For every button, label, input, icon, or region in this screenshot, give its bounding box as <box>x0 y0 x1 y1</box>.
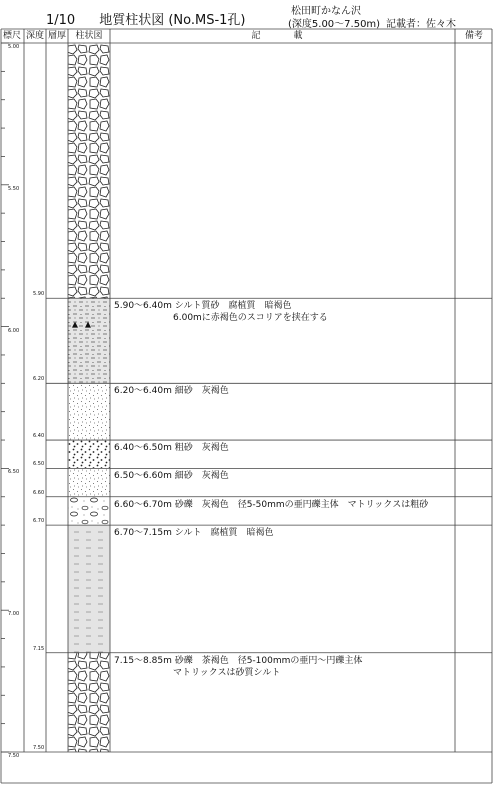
col-head-column: 柱状図 <box>75 31 103 41</box>
layer-description: 6.20～6.40m 細砂 灰褐色 <box>114 386 229 397</box>
col-head-desc-right: 載 <box>293 31 303 41</box>
layer-description: 6.50～6.60m 細砂 灰褐色 <box>114 471 229 482</box>
depth-label: 6.20 <box>33 376 45 383</box>
depth-range-label: (深度5.00～7.50m) <box>288 19 381 30</box>
depth-label: 7.15 <box>33 645 45 652</box>
col-head-depth: 深度 <box>25 31 44 41</box>
scale-label: 7.00 <box>8 611 20 618</box>
scale-label: 6.50 <box>8 469 20 476</box>
column-layer-fine-sand <box>68 383 110 440</box>
scale-label: 7.50 <box>8 753 20 759</box>
col-head-thickness: 層厚 <box>47 31 66 41</box>
depth-label: 5.90 <box>33 291 45 298</box>
log-title-text: 地質柱状図 (No.MS-1孔) <box>99 13 246 28</box>
scale-label: 5.50 <box>8 185 20 192</box>
depth-label: 6.70 <box>33 518 45 525</box>
column-layer-silt <box>68 525 110 653</box>
scale-label: 1/10 <box>46 13 76 28</box>
scale-label: 6.00 <box>8 327 20 334</box>
column-layer-fine-sand <box>68 468 110 496</box>
scale-label: 5.00 <box>8 44 20 50</box>
location-label: 松田町かなん沢 <box>291 6 361 17</box>
layer-description: 6.70～7.15m シルト 腐植質 暗褐色 <box>114 528 274 539</box>
depth-label: 6.60 <box>33 489 45 496</box>
column-layer-gravel-large <box>68 653 110 752</box>
layer-description: マトリックスは砂質シルト <box>173 667 281 678</box>
depth-label: 7.50 <box>33 745 45 751</box>
col-head-desc-left: 記 <box>251 31 261 41</box>
layer-description: 7.15～8.85m 砂礫 茶褐色 径5-100mmの亜円～円礫主体 <box>114 655 363 666</box>
column-layer-coarse-sand <box>68 440 110 468</box>
column-layer-gravel-large <box>68 43 110 298</box>
depth-label: 6.50 <box>33 461 45 468</box>
column-layer-silty-sand-scoria <box>68 298 110 383</box>
column-layer-sandy-gravel <box>68 497 110 525</box>
layer-description: 6.00mに赤褐色のスコリアを挟在する <box>173 313 328 324</box>
layer-description: 6.40～6.50m 粗砂 灰褐色 <box>114 443 229 454</box>
col-head-remarks: 備考 <box>464 31 483 41</box>
depth-label: 6.40 <box>33 433 45 440</box>
layer-description: 6.60～6.70m 砂礫 灰褐色 径5-50mmの亜円礫主体 マトリックスは粗砂 <box>114 499 429 510</box>
col-head-scale: 標尺 <box>2 31 21 41</box>
layer-description: 5.90～6.40m シルト質砂 腐植質 暗褐色 <box>114 301 292 312</box>
recorder-label: 記載者：佐々木 <box>386 19 456 30</box>
